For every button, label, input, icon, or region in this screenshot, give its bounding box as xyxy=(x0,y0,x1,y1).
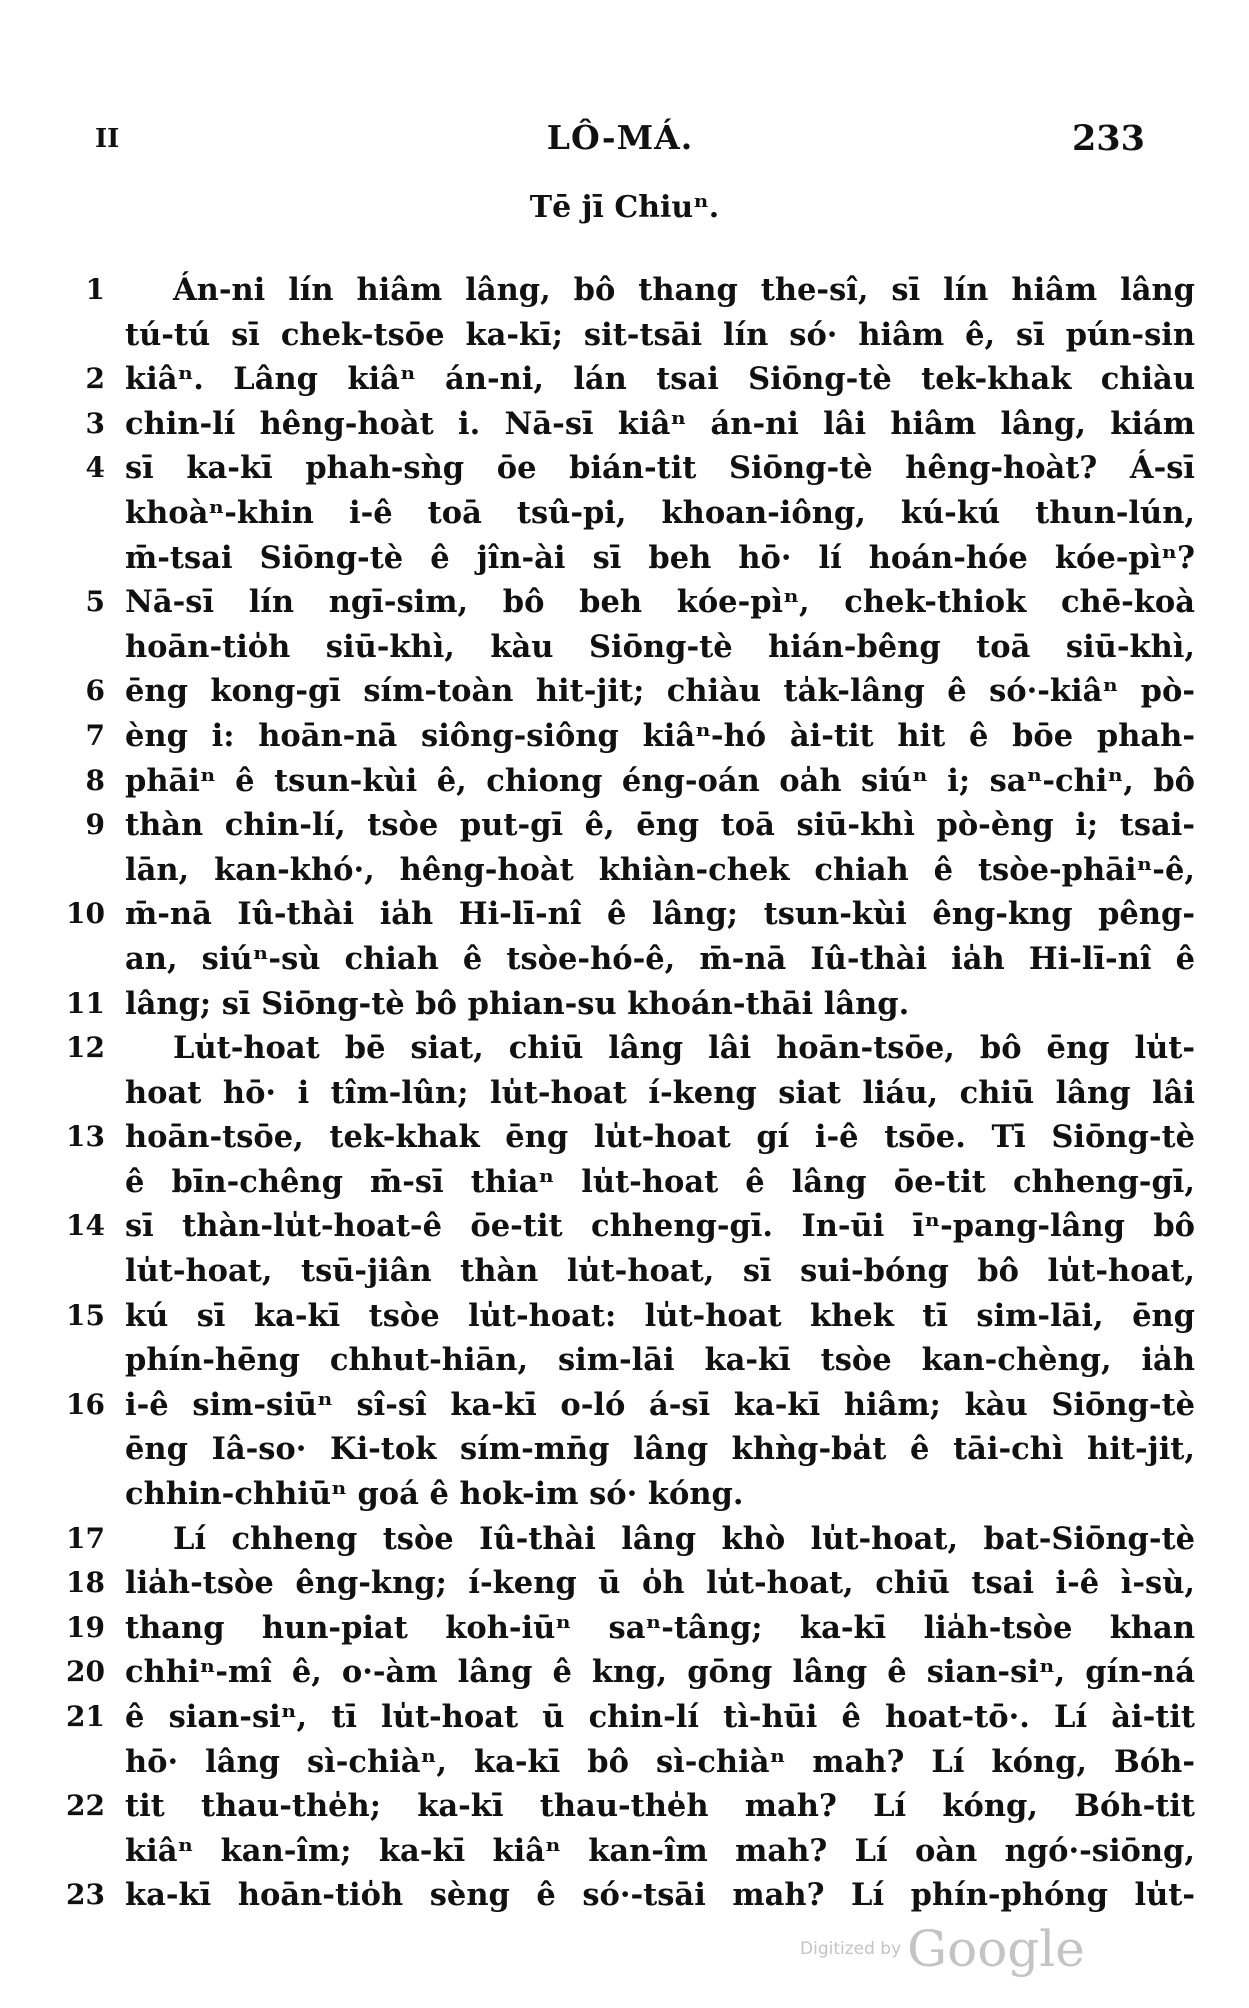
text-line xyxy=(55,491,1195,536)
text-line xyxy=(55,1160,1195,1205)
page-number: 233 xyxy=(1071,118,1145,159)
text-line xyxy=(55,313,1195,358)
verse-number: 23 xyxy=(66,1878,105,1912)
line-text: chin-lí hêng-hoàt i. Nā-sī kiâⁿ án-ni lâi hiâm lâng, kiám xyxy=(125,405,1195,442)
text-line xyxy=(55,1026,1195,1071)
verse-number: 8 xyxy=(85,763,105,797)
verse-number: 5 xyxy=(85,585,105,619)
verse-number: 4 xyxy=(85,451,105,485)
line-text: hoān-tio̍h siū-khì, kàu Siōng-tè hián-bêng toā siū-khì, xyxy=(125,628,1195,665)
text-line xyxy=(55,536,1195,581)
verse-number: 9 xyxy=(85,808,105,842)
verse-number: 14 xyxy=(66,1209,105,1243)
line-text: Án-ni lín hiâm lâng, bô thang the-sî, sī lín hiâm lâng xyxy=(173,272,1195,308)
line-text: ka-kī hoān-tio̍h sèng ê só·-tsāi mah? Lí phín-phóng lu̍t- xyxy=(125,1877,1195,1914)
verse-number: 1 xyxy=(85,273,105,306)
text-line xyxy=(55,446,1195,491)
text-line xyxy=(55,1294,1195,1339)
text-line xyxy=(55,714,1195,759)
verse-number: 21 xyxy=(66,1700,105,1733)
verse-number: 15 xyxy=(66,1298,105,1332)
text-line xyxy=(55,848,1195,893)
text-line xyxy=(55,803,1195,848)
text-line xyxy=(55,669,1195,714)
line-text: chhin-chhiūⁿ goá ê hok-im só· kóng. xyxy=(125,1476,744,1513)
line-text: Lu̍t-hoat bē siat, chiū lâng lâi hoān-tsōe, bô ēng lu̍t- xyxy=(173,1030,1195,1067)
section-number: II xyxy=(95,124,120,154)
google-logo: Google xyxy=(907,1920,1085,1978)
text-line xyxy=(55,1606,1195,1651)
chapter-title: Tē jī Chiuⁿ. xyxy=(529,190,720,225)
line-text: sī ka-kī phah-sǹg ōe bián-tit Siōng-tè hêng-hoàt? Á-sī xyxy=(125,450,1195,487)
verse-number: 3 xyxy=(85,406,105,440)
text-line xyxy=(55,1517,1195,1562)
verse-number: 6 xyxy=(85,674,105,708)
text-line xyxy=(55,1784,1195,1829)
line-text: lān, kan-khó·, hêng-hoàt khiàn-chek chiah ê tsòe-phāiⁿ-ê, xyxy=(125,851,1195,888)
line-text: ê sian-siⁿ, tī lu̍t-hoat ū chin-lí tì-hūi ê hoat-tō·. Lí ài-tit xyxy=(125,1699,1195,1735)
line-text: kiâⁿ kan-îm; ka-kī kiâⁿ kan-îm mah? Lí oàn ngó·-siōng, xyxy=(125,1832,1195,1869)
line-text: hō· lâng sì-chiàⁿ, ka-kī bô sì-chiàⁿ mah? Lí kóng, Bóh- xyxy=(125,1743,1195,1780)
line-text: kiâⁿ. Lâng kiâⁿ án-ni, lán tsai Siōng-tè tek-khak chiàu xyxy=(125,361,1195,398)
verse-number: 17 xyxy=(66,1521,105,1555)
running-title: LÔ-MÁ. xyxy=(546,118,694,157)
text-line xyxy=(55,937,1195,982)
line-text: ēng kong-gī sím-toàn hit-jit; chiàu ta̍k-lâng ê só·-kiâⁿ pò- xyxy=(125,673,1195,710)
line-text: hoān-tsōe, tek-khak ēng lu̍t-hoat gí i-ê tsōe. Tī Siōng-tè xyxy=(125,1119,1195,1156)
line-text: tú-tú sī chek-tsōe ka-kī; sit-tsāi lín só· hiâm ê, sī pún-sin xyxy=(125,316,1195,353)
text-line xyxy=(55,1561,1195,1606)
text-line xyxy=(55,982,1145,1027)
text-line xyxy=(55,357,1195,402)
text-line xyxy=(55,580,1195,625)
text-line xyxy=(55,1873,1195,1918)
line-text: khoàⁿ-khin i-ê toā tsû-pi, khoan-iông, kú-kú thun-lún, xyxy=(125,494,1195,531)
text-line xyxy=(55,1338,1195,1383)
text-line xyxy=(55,1650,1195,1695)
line-text: kú sī ka-kī tsòe lu̍t-hoat: lu̍t-hoat khek tī sim-lāi, ēng xyxy=(125,1297,1195,1334)
verse-number: 18 xyxy=(66,1566,105,1600)
verse-number: 20 xyxy=(66,1655,105,1689)
verse-number: 7 xyxy=(85,718,105,752)
text-line xyxy=(55,1427,1195,1472)
text-line xyxy=(55,1249,1195,1294)
line-text: i-ê sim-siūⁿ sî-sî ka-kī o-ló á-sī ka-kī hiâm; kàu Siōng-tè xyxy=(125,1386,1195,1423)
line-text: m̄-nā Iû-thài ia̍h Hi-lī-nî ê lâng; tsun-kùi êng-kng pêng- xyxy=(125,896,1195,933)
line-text: lâng; sī Siōng-tè bô phian-su khoán-thāi lâng. xyxy=(125,985,910,1022)
text-line xyxy=(55,1204,1195,1249)
verse-number: 19 xyxy=(66,1610,105,1644)
digitized-by-text: Digitized by xyxy=(800,1939,902,1959)
line-text: hoat hō· i tîm-lûn; lu̍t-hoat í-keng siat liáu, chiū lâng lâi xyxy=(125,1074,1195,1111)
text-line xyxy=(55,1829,1195,1874)
page-header xyxy=(95,118,1145,164)
text-line xyxy=(55,892,1195,937)
line-text: sī thàn-lu̍t-hoat-ê ōe-tit chheng-gī. In-ūi īⁿ-pang-lâng bô xyxy=(125,1208,1195,1245)
line-text: m̄-tsai Siōng-tè ê jîn-ài sī beh hō· lí hoán-hóe kóe-pìⁿ? xyxy=(125,539,1195,576)
body-text xyxy=(55,268,1195,1918)
text-line xyxy=(55,1740,1195,1785)
line-text: ê bīn-chêng m̄-sī thiaⁿ lu̍t-hoat ê lâng ōe-tit chheng-gī, xyxy=(125,1163,1195,1200)
text-line xyxy=(55,268,1195,313)
verse-number: 2 xyxy=(85,362,105,396)
text-line xyxy=(55,625,1195,670)
text-line xyxy=(55,1383,1195,1428)
verse-number: 22 xyxy=(66,1789,105,1823)
text-line xyxy=(55,1071,1195,1116)
verse-number: 16 xyxy=(66,1387,105,1421)
verse-number: 12 xyxy=(66,1031,105,1065)
verse-number: 13 xyxy=(66,1120,105,1154)
line-text: phín-hēng chhut-hiān, sim-lāi ka-kī tsòe kan-chèng, ia̍h xyxy=(125,1342,1195,1379)
text-line xyxy=(55,759,1195,804)
text-line xyxy=(55,1472,1145,1517)
line-text: èng i: hoān-nā siông-siông kiâⁿ-hó ài-tit hit ê bōe phah- xyxy=(125,717,1195,754)
line-text: ēng Iâ-so· Ki-tok sím-mn̄g lâng khǹg-ba̍t ê tāi-chì hit-jit, xyxy=(125,1431,1195,1468)
line-text: an, siúⁿ-sù chiah ê tsòe-hó-ê, m̄-nā Iû-thài ia̍h Hi-lī-nî ê xyxy=(125,940,1195,977)
line-text: chhiⁿ-mî ê, o·-àm lâng ê kng, gōng lâng ê sian-siⁿ, gín-ná xyxy=(125,1654,1195,1691)
line-text: lia̍h-tsòe êng-kng; í-keng ū o̍h lu̍t-hoat, chiū tsai i-ê ì-sù, xyxy=(125,1565,1195,1602)
line-text: thang hun-piat koh-iūⁿ saⁿ-tâng; ka-kī lia̍h-tsòe khan xyxy=(125,1609,1195,1646)
line-text: phāiⁿ ê tsun-kùi ê, chiong éng-oán oa̍h siúⁿ i; saⁿ-chiⁿ, bô xyxy=(125,762,1195,799)
text-line xyxy=(55,1115,1195,1160)
line-text: thàn chin-lí, tsòe put-gī ê, ēng toā siū-khì pò-èng i; tsai- xyxy=(125,807,1195,844)
line-text: Lí chheng tsòe Iû-thài lâng khò lu̍t-hoat, bat-Siōng-tè xyxy=(173,1520,1195,1557)
line-text: tit thau-the̍h; ka-kī thau-the̍h mah? Lí kóng, Bóh-tit xyxy=(125,1788,1195,1825)
line-text: lu̍t-hoat, tsū-jiân thàn lu̍t-hoat, sī sui-bóng bô lu̍t-hoat, xyxy=(125,1253,1195,1290)
verse-number: 11 xyxy=(66,986,105,1020)
line-text: Nā-sī lín ngī-sim, bô beh kóe-pìⁿ, chek-thiok chē-koà xyxy=(125,584,1195,621)
text-line xyxy=(55,402,1195,447)
verse-number: 10 xyxy=(66,897,105,931)
digitized-watermark xyxy=(800,1920,1085,1978)
text-line xyxy=(55,1695,1195,1740)
